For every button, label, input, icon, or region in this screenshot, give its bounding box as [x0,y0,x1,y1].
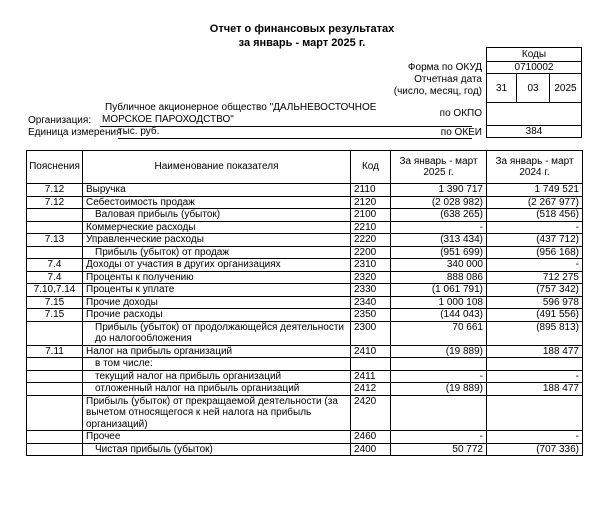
row-code: 2411 [351,370,391,383]
row-code: 2310 [351,259,391,272]
row-name: Управленческие расходы [83,234,351,247]
row-name: отложенный налог на прибыль организаций [83,383,351,396]
table-row [27,395,583,431]
row-current: - [391,221,487,234]
row-note [27,221,83,234]
row-name: Прочее [83,431,351,444]
row-code: 2200 [351,246,391,259]
row-previous: (518 456) [487,209,583,222]
row-code: 2330 [351,284,391,297]
row-current: 50 772 [391,443,487,456]
unit-value: тыс. руб. [118,126,160,137]
row-previous [487,395,583,431]
row-previous: (757 342) [487,284,583,297]
row-previous: 596 978 [487,296,583,309]
table-row [27,246,583,259]
row-note [27,246,83,259]
date-year: 2025 [549,73,582,103]
row-note: 7.13 [27,234,83,247]
row-note: 7.10,7.14 [27,284,83,297]
row-name: Прибыль (убыток) от продаж [83,246,351,259]
row-note [27,321,83,345]
table-header-row [27,151,583,184]
row-note: 7.12 [27,184,83,197]
table-row [27,284,583,297]
row-current: - [391,370,487,383]
row-name: Проценты к уплате [83,284,351,297]
row-code: 2350 [351,309,391,322]
row-code [351,358,391,371]
okud-label: Форма по ОКУД [407,62,482,73]
row-current [391,358,487,371]
row-code: 2220 [351,234,391,247]
row-previous: 188 477 [487,383,583,396]
row-current: (638 265) [391,209,487,222]
row-previous: (895 813) [487,321,583,345]
unit-field [118,126,472,139]
row-code: 2412 [351,383,391,396]
row-note: 7.4 [27,271,83,284]
table-row [27,271,583,284]
okpo-value [486,102,582,126]
row-note: 7.4 [27,259,83,272]
unit-label: Единица измерения [28,127,122,138]
row-current: (313 434) [391,234,487,247]
row-name: Доходы от участия в других организациях [83,259,351,272]
row-name: Валовая прибыль (убыток) [83,209,351,222]
okud-value: 0710002 [486,61,582,74]
row-code: 2410 [351,345,391,358]
row-previous: (491 556) [487,309,583,322]
table-row [27,358,583,371]
row-name: Прибыль (убыток) от прекращаемой деятельности (за вычетом относящегося к ней налога на прибыль организаций) [83,395,351,431]
row-previous: 712 275 [487,271,583,284]
table-row [27,383,583,396]
table-row [27,321,583,345]
row-previous: (437 712) [487,234,583,247]
row-previous: 188 477 [487,345,583,358]
row-previous: - [487,221,583,234]
row-current: 1 000 108 [391,296,487,309]
row-note [27,209,83,222]
row-code: 2420 [351,395,391,431]
row-current: (144 043) [391,309,487,322]
row-name: Себестоимость продаж [83,196,351,209]
row-code: 2340 [351,296,391,309]
row-note [27,431,83,444]
row-name: Налог на прибыль организаций [83,345,351,358]
row-current [391,395,487,431]
row-previous: (707 336) [487,443,583,456]
row-previous: (956 168) [487,246,583,259]
row-previous: - [487,431,583,444]
col-note-header: Пояснения [27,151,83,184]
row-previous: 1 749 521 [487,184,583,197]
table-row [27,196,583,209]
row-note: 7.12 [27,196,83,209]
row-current: (951 699) [391,246,487,259]
row-current: 1 390 717 [391,184,487,197]
row-code: 2100 [351,209,391,222]
row-note [27,383,83,396]
date-label-2: (число, месяц, год) [393,86,482,97]
row-name: Коммерческие расходы [83,221,351,234]
row-code: 2300 [351,321,391,345]
col-previous-header: За январь - март 2024 г. [487,151,583,184]
row-note [27,358,83,371]
table-row [27,309,583,322]
date-month: 03 [516,73,550,103]
org-label: Организация: [28,115,92,126]
org-name-line1: Публичное акционерное общество "ДАЛЬНЕВОСТОЧНОЕ [105,102,377,113]
row-code: 2400 [351,443,391,456]
col-code-header: Код [351,151,391,184]
row-previous [487,358,583,371]
row-code: 2120 [351,196,391,209]
row-name: Прочие доходы [83,296,351,309]
row-previous: - [487,370,583,383]
okpo-label: по ОКПО [439,108,482,119]
okei-label: по ОКЕИ [440,127,482,138]
row-code: 2320 [351,271,391,284]
row-note: 7.15 [27,309,83,322]
table-row [27,234,583,247]
col-current-header: За январь - март 2025 г. [391,151,487,184]
row-current: - [391,431,487,444]
row-previous: - [487,259,583,272]
row-name: Проценты к получению [83,271,351,284]
row-note [27,395,83,431]
date-day: 31 [486,73,517,103]
row-current: (19 889) [391,383,487,396]
row-note [27,370,83,383]
table-row [27,345,583,358]
row-current: (2 028 982) [391,196,487,209]
col-name-header: Наименование показателя [83,151,351,184]
table-row [27,259,583,272]
codes-heading: Коды [486,47,582,62]
row-name: Выручка [83,184,351,197]
table-row [27,296,583,309]
row-current: (19 889) [391,345,487,358]
row-note: 7.11 [27,345,83,358]
okei-value: 384 [486,125,582,138]
row-current: (1 061 791) [391,284,487,297]
report-period: за январь - март 2025 г. [238,37,366,49]
org-name-line2: МОРСКОЕ ПАРОХОДСТВО" [102,114,234,125]
table-row [27,431,583,444]
row-code: 2460 [351,431,391,444]
date-label-1: Отчетная дата [414,74,482,85]
report-title: Отчет о финансовых результатах [209,23,395,35]
table-row [27,221,583,234]
financial-results-table [26,150,583,456]
row-note: 7.15 [27,296,83,309]
row-name: Чистая прибыль (убыток) [83,443,351,456]
table-row [27,443,583,456]
table-row [27,209,583,222]
row-current: 70 661 [391,321,487,345]
row-name: Прибыль (убыток) от продолжающейся деятельности до налогообложения [83,321,351,345]
row-code: 2210 [351,221,391,234]
row-current: 888 086 [391,271,487,284]
row-name: Прочие расходы [83,309,351,322]
table-row [27,184,583,197]
row-current: 340 000 [391,259,487,272]
row-previous: (2 267 977) [487,196,583,209]
row-code: 2110 [351,184,391,197]
row-note [27,443,83,456]
table-row [27,370,583,383]
row-name: в том числе: [83,358,351,371]
row-name: текущий налог на прибыль организаций [83,370,351,383]
